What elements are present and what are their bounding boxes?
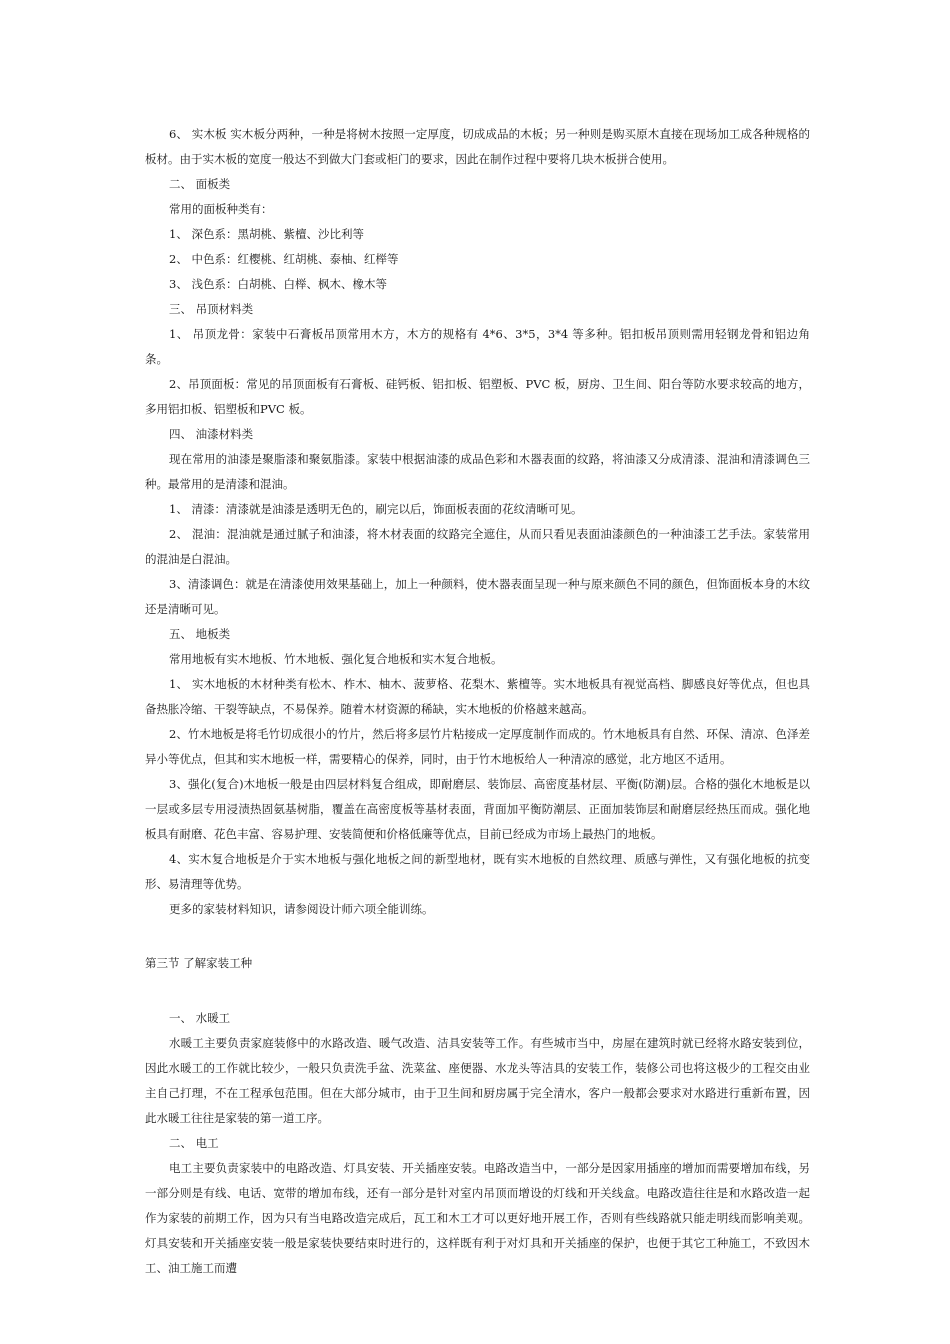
spacer [145,922,810,951]
paragraph-ceiling-keel: 1、 吊顶龙骨：家装中石膏板吊顶常用木方，木方的规格有 4*6、3*5，3*4 等多种。铝扣板吊顶则需用轻钢龙骨和铝边角条。 [145,327,810,366]
heading-electrician: 二、 电工 [169,1136,219,1150]
paragraph-paint-clear: 1、 清漆：清漆就是油漆是透明无色的，刷完以后，饰面板表面的花纹清晰可见。 [169,502,583,516]
list-item-panel-medium: 2、 中色系：红樱桃、红胡桃、泰柚、红榉等 [169,252,399,266]
paragraph-floor-solid: 1、 实木地板的木材种类有松木、柞木、柚木、菠萝格、花梨木、紫檀等。实木地板具有视觉高档、脚感良好等优点，但也具备热胀冷缩、干裂等缺点，不易保养。随着木材资源的稀缺，实木地板的价格越来越高。 [145,677,810,716]
paragraph-paint-tinted: 3、清漆调色：就是在清漆使用效果基础上，加上一种颜料，使木器表面呈现一种与原来颜色不同的颜色，但饰面板本身的木纹还是清晰可见。 [145,577,810,616]
paragraph-paint-intro: 现在常用的油漆是聚脂漆和聚氨脂漆。家装中根据油漆的成品色彩和木器表面的纹路，将油漆又分成清漆、混油和清漆调色三种。最常用的是清漆和混油。 [145,452,810,491]
paragraph-ceiling-panel: 2、吊顶面板：常见的吊顶面板有石膏板、硅钙板、铝扣板、铝塑板、PVC 板，厨房、卫生间、阳台等防水要求较高的地方，多用铝扣板、铝塑板和PVC 板。 [145,377,810,416]
heading-ceiling-materials: 三、 吊顶材料类 [169,302,254,316]
paragraph-plumber: 水暖工主要负责家庭装修中的水路改造、暖气改造、洁具安装等工作。有些城市当中，房屋在建筑时就已经将水路安装到位，因此水暖工的工作就比较少，一般只负责洗手盆、洗菜盆、座便器、水龙头等洁具的安装工作，装修公司也将这极少的工程交由业主自己打理，不在工程承包范围。但在大部分城市，由于卫生间和厨房属于完全清水，客户一般都会要求对水路进行重新布置，因此水暖工往往是家装的第一道工序。 [145,1036,810,1125]
section-title: 第三节 了解家装工种 [145,956,253,970]
list-item-panel-dark: 1、 深色系：黑胡桃、紫檀、沙比利等 [169,227,364,241]
paragraph-paint-opaque: 2、 混油：混油就是通过腻子和油漆，将木材表面的纹路完全遮住，从而只看见表面油漆颜色的一种油漆工艺手法。家装常用的混油是白混油。 [145,527,810,566]
paragraph-floor-laminate: 3、强化(复合)木地板一般是由四层材料复合组成，即耐磨层、装饰层、高密度基材层、平衡(防潮)层。合格的强化木地板是以一层或多层专用浸渍热固氨基树脂，覆盖在高密度板等基材表面，背面加平衡防潮层、正面加装饰层和耐磨层经热压而成。强化地板具有耐磨、花色丰富、容易护理、安装简便和价格低廉等优点，目前已经成为市场上最热门的地板。 [145,777,810,841]
paragraph-floor-engineered: 4、实木复合地板是介于实木地板与强化地板之间的新型地材，既有实木地板的自然纹理、质感与弹性，又有强化地板的抗变形、易清理等优势。 [145,852,810,891]
heading-panel-materials: 二、 面板类 [169,177,231,191]
heading-plumber: 一、 水暖工 [169,1011,231,1025]
paragraph-more-info: 更多的家装材料知识，请参阅设计师六项全能训练。 [169,902,434,916]
spacer [145,976,810,1006]
paragraph-floor-bamboo: 2、竹木地板是将毛竹切成很小的竹片，然后将多层竹片粘接成一定厚度制作而成的。竹木地板具有自然、环保、清凉、色泽差异小等优点，但其和实木地板一样，需要精心的保养，同时，由于竹木地板给人一种清凉的感觉，北方地区不适用。 [145,727,810,766]
heading-paint-materials: 四、 油漆材料类 [169,427,254,441]
paragraph-panel-intro: 常用的面板种类有： [169,202,273,216]
paragraph-solid-wood-board: 6、 实木板 实木板分两种，一种是将树木按照一定厚度，切成成品的木板；另一种则是购买原木直接在现场加工成各种规格的板材。由于实木板的宽度一般达不到做大门套或柜门的要求，因此在制作过程中要将几块木板拼合使用。 [145,127,810,166]
document-body [145,122,810,1281]
paragraph-electrician: 电工主要负责家装中的电路改造、灯具安装、开关插座安装。电路改造当中，一部分是因家用插座的增加而需要增加布线，另一部分则是有线、电话、宽带的增加布线，还有一部分是针对室内吊顶而增设的灯线和开关线盒。电路改造往往是和水路改造一起作为家装的前期工作，因为只有当电路改造完成后，瓦工和木工才可以更好地开展工作，否则有些线路就只能走明线而影响美观。灯具安装和开关插座安装一般是家装快要结束时进行的，这样既有利于对灯具和开关插座的保护，也便于其它工种施工，不致因木工、油工施工而遭 [145,1161,810,1275]
paragraph-floor-intro: 常用地板有实木地板、竹木地板、强化复合地板和实木复合地板。 [169,652,503,666]
list-item-panel-light: 3、 浅色系：白胡桃、白榉、枫木、橡木等 [169,277,387,291]
heading-floor-materials: 五、 地板类 [169,627,231,641]
